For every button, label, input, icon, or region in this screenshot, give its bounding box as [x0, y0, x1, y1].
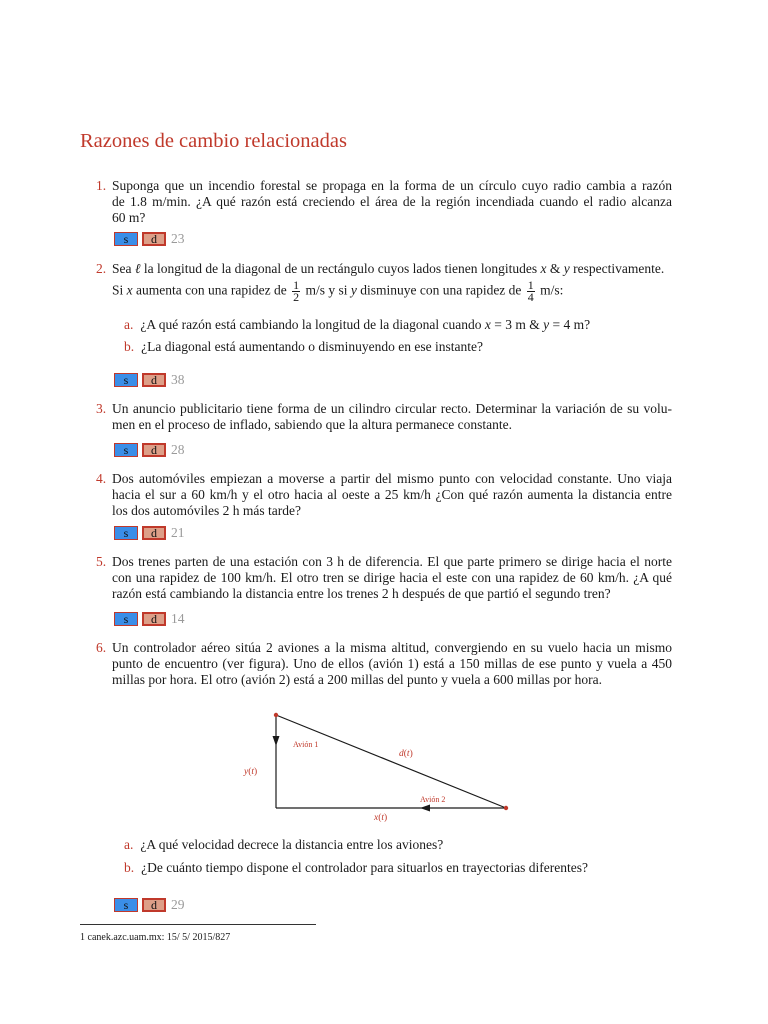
- y-of-t-label: y(t): [244, 767, 258, 777]
- solution-buttons-3: [114, 441, 185, 458]
- solution-button[interactable]: s: [114, 373, 138, 387]
- page-title: Razones de cambio relacionadas: [80, 130, 347, 152]
- solution-buttons-5: [114, 610, 185, 627]
- problem-number: 1.: [96, 178, 107, 193]
- plane-1-point: [274, 713, 278, 717]
- development-button[interactable]: d: [142, 373, 166, 387]
- problem-text-line: 60 m?: [112, 210, 146, 225]
- problem-5: [96, 554, 672, 602]
- problem-text-line: los dos automóviles 2 h más tarde?: [112, 503, 301, 518]
- reference-number: 23: [171, 230, 185, 246]
- problem-number: 6.: [96, 640, 107, 655]
- problem-4: [96, 471, 672, 519]
- problem-text-line: hacia el sur a 60 km/h y el otro hacia al oeste a 25 km/h ¿Con qué razón aumenta la distancia entre: [112, 487, 672, 502]
- solution-button[interactable]: s: [114, 898, 138, 912]
- reference-number: 38: [171, 371, 185, 387]
- problem-2: [96, 261, 672, 303]
- footnote-rule: [80, 924, 316, 925]
- sub-question-b: b. ¿De cuánto tiempo dispone el controlador para situarlos en trayectorias diferentes?: [124, 860, 588, 875]
- hypotenuse: [276, 715, 506, 808]
- solution-buttons-1: [114, 230, 185, 247]
- solution-button[interactable]: s: [114, 443, 138, 457]
- reference-number: 21: [171, 524, 185, 540]
- avion-2-label: Avión 2: [420, 795, 446, 804]
- problem-text-line: Un anuncio publicitario tiene forma de un cilindro circular recto. Determinar la variación de su volu-: [112, 401, 672, 416]
- problem-text-line: con una rapidez de 100 km/h. El otro tren se dirige hacia el este con una rapidez de 60 km/h. ¿A qué: [112, 570, 672, 585]
- solution-buttons-6: [114, 896, 185, 913]
- airplanes-figure: [230, 706, 530, 828]
- fraction: $\frac{1}{2}$: [293, 278, 300, 304]
- problem-text-line: punto de encuentro (ver figura). Uno de ellos (avión 1) está a 150 millas de ese punto y vuela a 450: [112, 656, 672, 671]
- problem-6: [96, 640, 672, 688]
- solution-button[interactable]: s: [114, 526, 138, 540]
- problem-text-line: millas por hora. El otro (avión 2) está a 200 millas del punto y vuela a 600 millas por hora.: [112, 672, 603, 687]
- problem-number: 3.: [96, 401, 107, 416]
- fraction: $\frac{1}{4}$: [527, 278, 534, 304]
- problem-text-line: Si x aumenta con una rapidez de $\frac{1}{2}$ m/s y si y disminuye con una rapidez de $\frac{1}{4}$ m/s:: [112, 278, 564, 304]
- reference-number: 14: [171, 610, 185, 626]
- solution-button[interactable]: s: [114, 612, 138, 626]
- x-of-t-label: x(t): [374, 813, 388, 823]
- sub-question-a: a. ¿A qué razón está cambiando la longitud de la diagonal cuando x = 3 m & y = 4 m?: [124, 317, 591, 332]
- reference-number: 29: [171, 896, 185, 912]
- avion-1-label: Avión 1: [293, 740, 319, 749]
- problem-number: 5.: [96, 554, 107, 569]
- solution-buttons-4: [114, 524, 185, 541]
- d-of-t-label: d(t): [399, 749, 413, 759]
- problem-number: 4.: [96, 471, 107, 486]
- solution-button[interactable]: s: [114, 232, 138, 246]
- problem-text-line: Suponga que un incendio forestal se propaga en la forma de un círculo cuyo radio cambia a razón: [112, 178, 672, 193]
- plane-2-point: [504, 806, 508, 810]
- sub-question-b: b. ¿La diagonal está aumentando o disminuyendo en ese instante?: [124, 339, 484, 354]
- problem-text-line: Dos trenes parten de una estación con 3 h de diferencia. El que parte primero se dirige hacia el norte: [112, 554, 672, 569]
- footnote: 1 canek.azc.uam.mx: 15/ 5/ 2015/827: [80, 932, 231, 943]
- problem-3: [96, 401, 672, 433]
- sub-question-a: a. ¿A qué velocidad decrece la distancia entre los aviones?: [124, 837, 444, 852]
- development-button[interactable]: d: [142, 526, 166, 540]
- development-button[interactable]: d: [142, 898, 166, 912]
- problem-number: 2.: [96, 261, 107, 276]
- problem-text-line: Sea ℓ la longitud de la diagonal de un rectángulo cuyos lados tienen longitudes x & y respectivamente.: [112, 261, 665, 276]
- development-button[interactable]: d: [142, 232, 166, 246]
- development-button[interactable]: d: [142, 443, 166, 457]
- reference-number: 28: [171, 441, 185, 457]
- problem-text-line: Un controlador aéreo sitúa 2 aviones a la misma altitud, convergiendo en su vuelo hacia un mismo: [112, 640, 672, 655]
- problem-text-line: men en el proceso de inflado, sabiendo que la altura permanece constante.: [112, 417, 512, 432]
- problem-text-line: de 1.8 m/min. ¿A qué razón está creciendo el área de la región incendiada cuando el radio alcanza: [112, 194, 672, 209]
- arrow-down-icon: [273, 736, 280, 746]
- solution-buttons-2: [114, 371, 185, 388]
- problem-text-line: razón está cambiando la distancia entre los trenes 2 h después de que partió el segundo tren?: [112, 586, 611, 601]
- arrow-left-icon: [420, 805, 430, 812]
- problem-1: [96, 178, 672, 226]
- development-button[interactable]: d: [142, 612, 166, 626]
- problem-text-line: Dos automóviles empiezan a moverse a partir del mismo punto con velocidad constante. Uno viaja: [112, 471, 672, 486]
